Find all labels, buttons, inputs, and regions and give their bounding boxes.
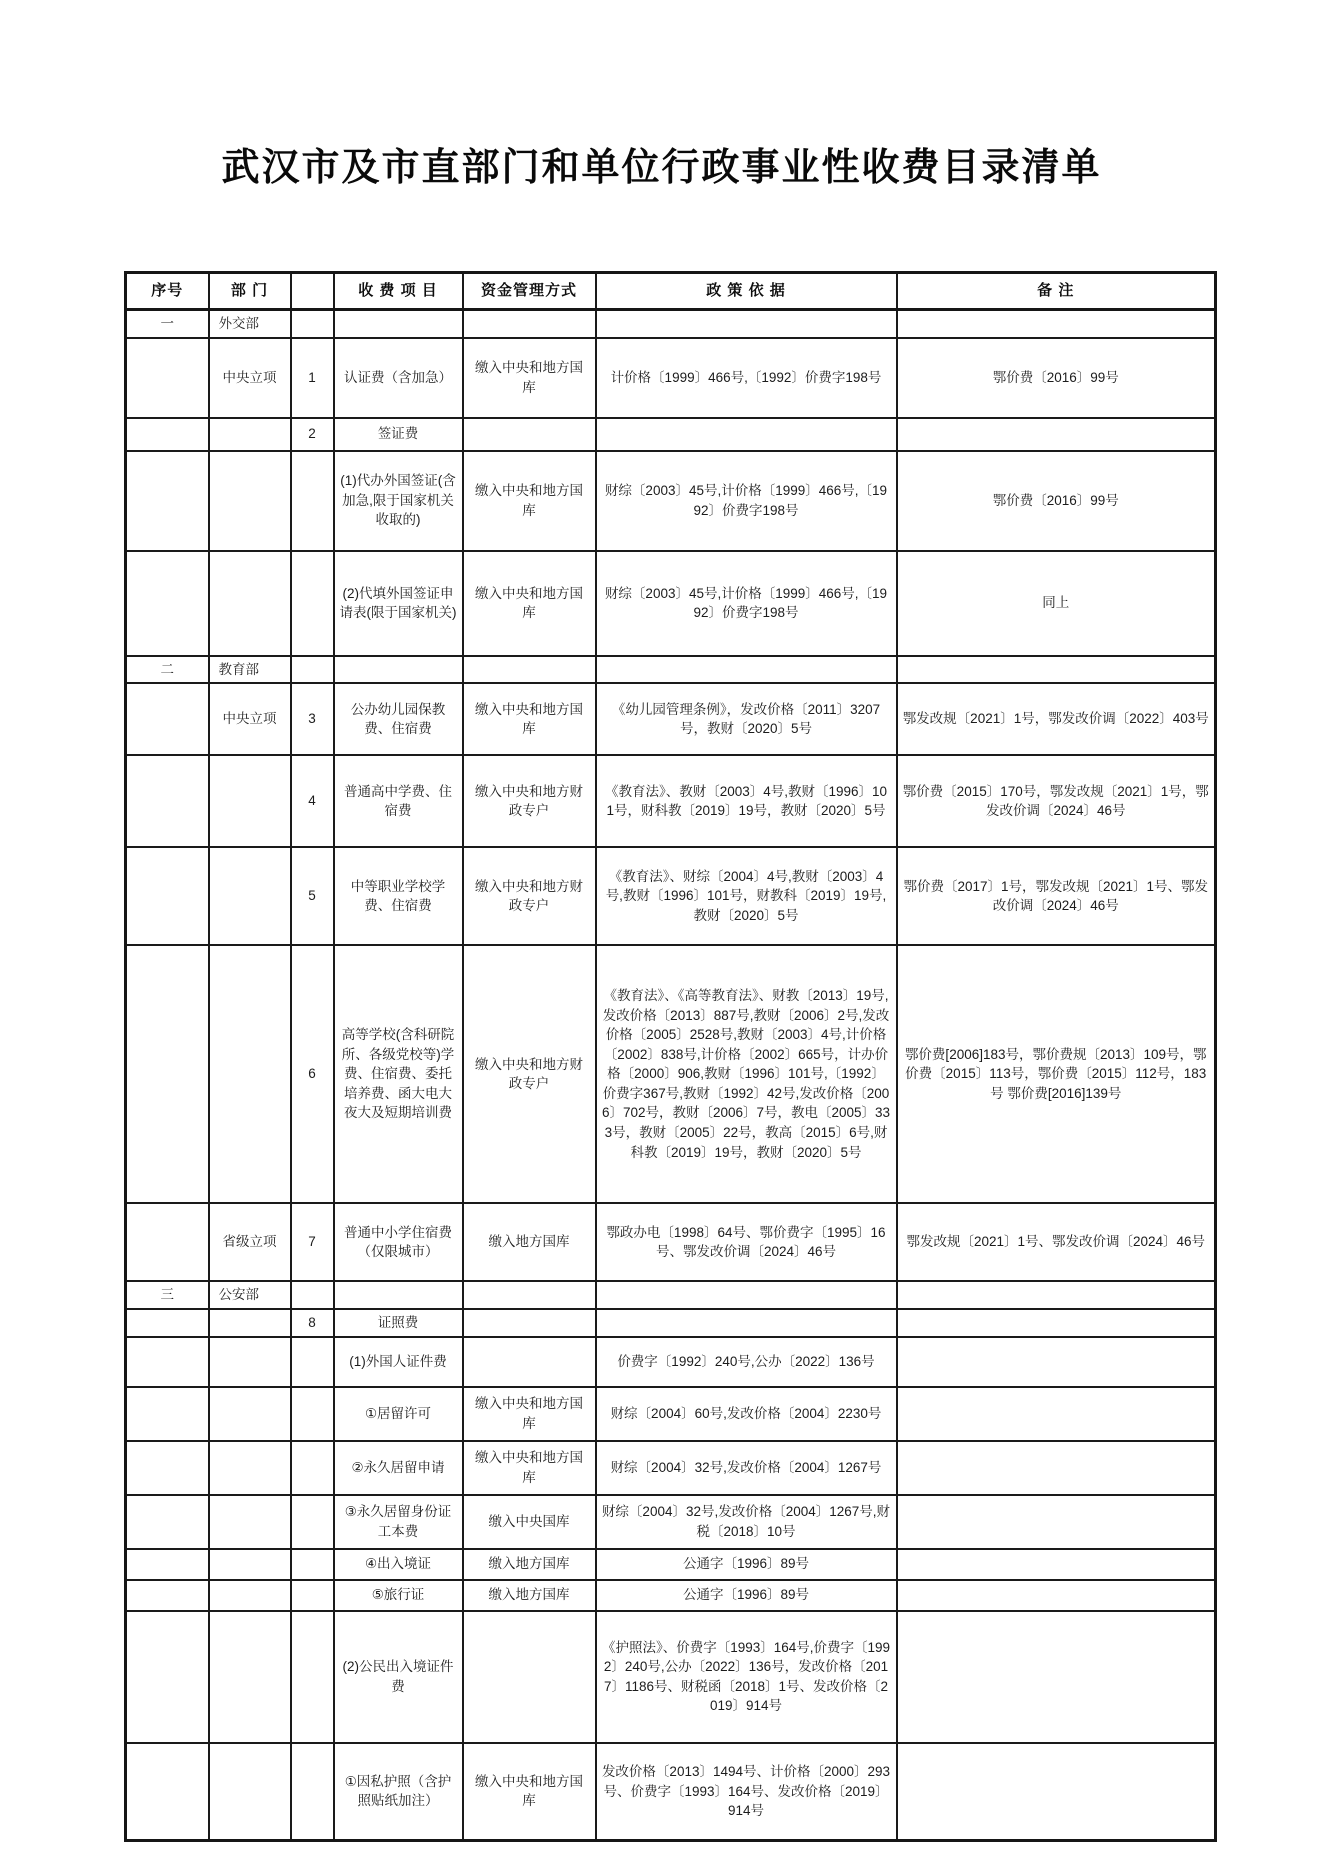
cell-seq [126,1387,209,1441]
cell-seq [126,847,209,945]
cell-dept: 公安部 [209,1281,291,1309]
table-row [126,418,1216,451]
cell-remark: 鄂价费〔2016〕99号 [897,338,1216,418]
cell-dept [209,551,291,656]
table-row [126,945,1216,1203]
cell-fund [463,1337,596,1387]
cell-fund [463,310,596,338]
table-row [126,451,1216,551]
cell-dept [209,418,291,451]
cell-num [291,310,334,338]
header-dept: 部 门 [209,273,291,310]
cell-policy: 公通字〔1996〕89号 [596,1549,897,1580]
cell-item: (1)外国人证件费 [334,1337,463,1387]
cell-seq [126,1580,209,1611]
cell-seq [126,945,209,1203]
cell-seq [126,755,209,847]
table-row [126,1580,1216,1611]
cell-policy: 《教育法》、教财〔2003〕4号,教财〔1996〕101号，财科教〔2019〕19号，教财〔2020〕5号 [596,755,897,847]
table-body [126,310,1216,1841]
header-item: 收 费 项 目 [334,273,463,310]
cell-remark [897,418,1216,451]
table-row [126,683,1216,755]
cell-fund: 缴入中央和地方财政专户 [463,945,596,1203]
cell-num [291,1580,334,1611]
cell-remark: 鄂价费〔2016〕99号 [897,451,1216,551]
cell-item: (2)代填外国签证申请表(限于国家机关) [334,551,463,656]
cell-item: ①居留许可 [334,1387,463,1441]
table-row [126,1611,1216,1743]
cell-policy: 价费字〔1992〕240号,公办〔2022〕136号 [596,1337,897,1387]
cell-dept: 省级立项 [209,1203,291,1281]
cell-fund: 缴入中央国库 [463,1495,596,1549]
cell-fund: 缴入中央和地方国库 [463,451,596,551]
cell-num [291,1495,334,1549]
cell-fund: 缴入中央和地方国库 [463,338,596,418]
table-row [126,1441,1216,1495]
cell-remark: 鄂价费[2006]183号，鄂价费规〔2013〕109号，鄂价费〔2015〕113号，鄂价费〔2015〕112号，183号 鄂价费[2016]139号 [897,945,1216,1203]
cell-policy [596,1309,897,1337]
cell-policy: 《护照法》、价费字〔1993〕164号,价费字〔1992〕240号,公办〔2022〕136号，发改价格〔2017〕1186号、财税函〔2018〕1号、发改价格〔2019〕914号 [596,1611,897,1743]
cell-remark: 同上 [897,551,1216,656]
cell-item: (2)公民出入境证件费 [334,1611,463,1743]
cell-seq [126,1611,209,1743]
header-remark: 备 注 [897,273,1216,310]
cell-fund: 缴入中央和地方国库 [463,551,596,656]
header-fund: 资金管理方式 [463,273,596,310]
cell-policy: 鄂政办电〔1998〕64号、鄂价费字〔1995〕16号、鄂发改价调〔2024〕46号 [596,1203,897,1281]
table-header [126,273,1216,310]
cell-item: (1)代办外国签证(含加急,限于国家机关收取的) [334,451,463,551]
cell-seq [126,551,209,656]
header-blank [291,273,334,310]
cell-item: 高等学校(含科研院所、各级党校等)学费、住宿费、委托培养费、函大电大夜大及短期培训费 [334,945,463,1203]
table-row [126,1309,1216,1337]
cell-remark: 鄂价费〔2017〕1号，鄂发改规〔2021〕1号、鄂发改价调〔2024〕46号 [897,847,1216,945]
cell-remark [897,1743,1216,1841]
cell-fund: 缴入地方国库 [463,1203,596,1281]
header-policy: 政 策 依 据 [596,273,897,310]
cell-item: ③永久居留身份证工本费 [334,1495,463,1549]
cell-seq [126,1495,209,1549]
table-row [126,1337,1216,1387]
cell-dept [209,1387,291,1441]
cell-fund: 缴入中央和地方国库 [463,1441,596,1495]
cell-item [334,1281,463,1309]
cell-fund: 缴入中央和地方国库 [463,1387,596,1441]
cell-policy: 《教育法》、财综〔2004〕4号,教财〔2003〕4号,教财〔1996〕101号，财教科〔2019〕19号,教财〔2020〕5号 [596,847,897,945]
cell-policy [596,310,897,338]
cell-seq: 一 [126,310,209,338]
cell-dept [209,1743,291,1841]
cell-seq [126,1743,209,1841]
cell-dept: 外交部 [209,310,291,338]
header-row [126,273,1216,310]
cell-policy [596,656,897,684]
table-row [126,310,1216,338]
cell-dept [209,1611,291,1743]
cell-fund: 缴入地方国库 [463,1549,596,1580]
cell-num: 5 [291,847,334,945]
table-row [126,755,1216,847]
page-title: 武汉市及市直部门和单位行政事业性收费目录清单 [221,147,1102,189]
cell-policy: 《教育法》、《高等教育法》、财教〔2013〕19号,发改价格〔2013〕887号,教财〔2006〕2号,发改价格〔2005〕2528号,教财〔2003〕4号,计价格〔2002〕838号,计价格〔2002〕665号，计办价格〔2000〕906,教财〔1996〕101号,〔1992〕价费字367号,教财〔1992〕42号,发改价格〔2006〕702号，教财〔2006〕7号，教电〔2005〕333号，教财〔2005〕22号，教高〔2015〕6号,财科教〔2019〕19号，教财〔2020〕5号 [596,945,897,1203]
cell-fund: 缴入中央和地方财政专户 [463,847,596,945]
cell-policy: 财综〔2004〕32号,发改价格〔2004〕1267号 [596,1441,897,1495]
cell-fund [463,1611,596,1743]
cell-remark [897,1580,1216,1611]
cell-policy: 财综〔2004〕32号,发改价格〔2004〕1267号,财税〔2018〕10号 [596,1495,897,1549]
cell-seq: 三 [126,1281,209,1309]
cell-num [291,451,334,551]
cell-dept: 中央立项 [209,338,291,418]
cell-remark [897,1337,1216,1387]
cell-remark [897,656,1216,684]
cell-dept [209,1309,291,1337]
cell-num [291,1611,334,1743]
cell-num: 2 [291,418,334,451]
cell-dept [209,755,291,847]
cell-remark [897,1387,1216,1441]
cell-item: 普通高中学费、住宿费 [334,755,463,847]
cell-policy: 财综〔2003〕45号,计价格〔1999〕466号,〔1992〕价费字198号 [596,451,897,551]
cell-remark: 鄂发改规〔2021〕1号，鄂发改价调〔2022〕403号 [897,683,1216,755]
cell-num [291,1549,334,1580]
cell-policy: 财综〔2003〕45号,计价格〔1999〕466号,〔1992〕价费字198号 [596,551,897,656]
cell-num: 1 [291,338,334,418]
cell-fund [463,1281,596,1309]
cell-fund: 缴入中央和地方财政专户 [463,755,596,847]
table-row [126,1387,1216,1441]
cell-remark [897,1441,1216,1495]
cell-item [334,310,463,338]
cell-item: 签证费 [334,418,463,451]
cell-dept: 教育部 [209,656,291,684]
cell-dept [209,1549,291,1580]
cell-seq [126,1441,209,1495]
table-row [126,1281,1216,1309]
cell-seq: 二 [126,656,209,684]
cell-num [291,1387,334,1441]
cell-fund: 缴入地方国库 [463,1580,596,1611]
cell-remark [897,1611,1216,1743]
cell-dept [209,1495,291,1549]
cell-num [291,1281,334,1309]
table-row [126,656,1216,684]
cell-policy [596,418,897,451]
cell-fund [463,418,596,451]
cell-dept [209,847,291,945]
cell-item: ①因私护照（含护照贴纸加注） [334,1743,463,1841]
table-row [126,338,1216,418]
fee-table [124,271,1217,1842]
cell-item: 公办幼儿园保教费、住宿费 [334,683,463,755]
cell-item: ②永久居留申请 [334,1441,463,1495]
cell-dept [209,1580,291,1611]
cell-policy: 计价格〔1999〕466号,〔1992〕价费字198号 [596,338,897,418]
table-row [126,1203,1216,1281]
cell-item: ④出入境证 [334,1549,463,1580]
cell-num [291,551,334,656]
cell-policy: 财综〔2004〕60号,发改价格〔2004〕2230号 [596,1387,897,1441]
cell-policy: 发改价格〔2013〕1494号、计价格〔2000〕293号、价费字〔1993〕164号、发改价格〔2019〕914号 [596,1743,897,1841]
cell-remark [897,310,1216,338]
cell-num: 4 [291,755,334,847]
cell-remark [897,1281,1216,1309]
cell-policy [596,1281,897,1309]
cell-num: 7 [291,1203,334,1281]
table-row [126,551,1216,656]
cell-seq [126,418,209,451]
cell-item: 中等职业学校学费、住宿费 [334,847,463,945]
cell-remark: 鄂发改规〔2021〕1号、鄂发改价调〔2024〕46号 [897,1203,1216,1281]
table-row [126,847,1216,945]
cell-seq [126,1203,209,1281]
table-row [126,1495,1216,1549]
cell-seq [126,1549,209,1580]
cell-seq [126,1337,209,1387]
cell-num: 8 [291,1309,334,1337]
cell-item: 普通中小学住宿费（仅限城市） [334,1203,463,1281]
cell-dept [209,1337,291,1387]
cell-remark [897,1309,1216,1337]
cell-item: 证照费 [334,1309,463,1337]
cell-num [291,1743,334,1841]
cell-policy: 公通字〔1996〕89号 [596,1580,897,1611]
cell-seq [126,338,209,418]
cell-item [334,656,463,684]
cell-num [291,1337,334,1387]
cell-seq [126,1309,209,1337]
cell-num: 3 [291,683,334,755]
cell-remark [897,1495,1216,1549]
cell-remark: 鄂价费〔2015〕170号，鄂发改规〔2021〕1号，鄂发改价调〔2024〕46号 [897,755,1216,847]
cell-fund: 缴入中央和地方国库 [463,1743,596,1841]
cell-num: 6 [291,945,334,1203]
cell-num [291,656,334,684]
cell-num [291,1441,334,1495]
cell-fund: 缴入中央和地方国库 [463,683,596,755]
table-row [126,1743,1216,1841]
cell-fund [463,656,596,684]
cell-dept [209,1441,291,1495]
header-seq: 序号 [126,273,209,310]
cell-dept: 中央立项 [209,683,291,755]
cell-item: ⑤旅行证 [334,1580,463,1611]
cell-seq [126,683,209,755]
cell-fund [463,1309,596,1337]
cell-dept [209,945,291,1203]
table-row [126,1549,1216,1580]
cell-remark [897,1549,1216,1580]
cell-seq [126,451,209,551]
cell-item: 认证费（含加急） [334,338,463,418]
cell-policy: 《幼儿园管理条例》，发改价格〔2011〕3207号，教财〔2020〕5号 [596,683,897,755]
cell-dept [209,451,291,551]
